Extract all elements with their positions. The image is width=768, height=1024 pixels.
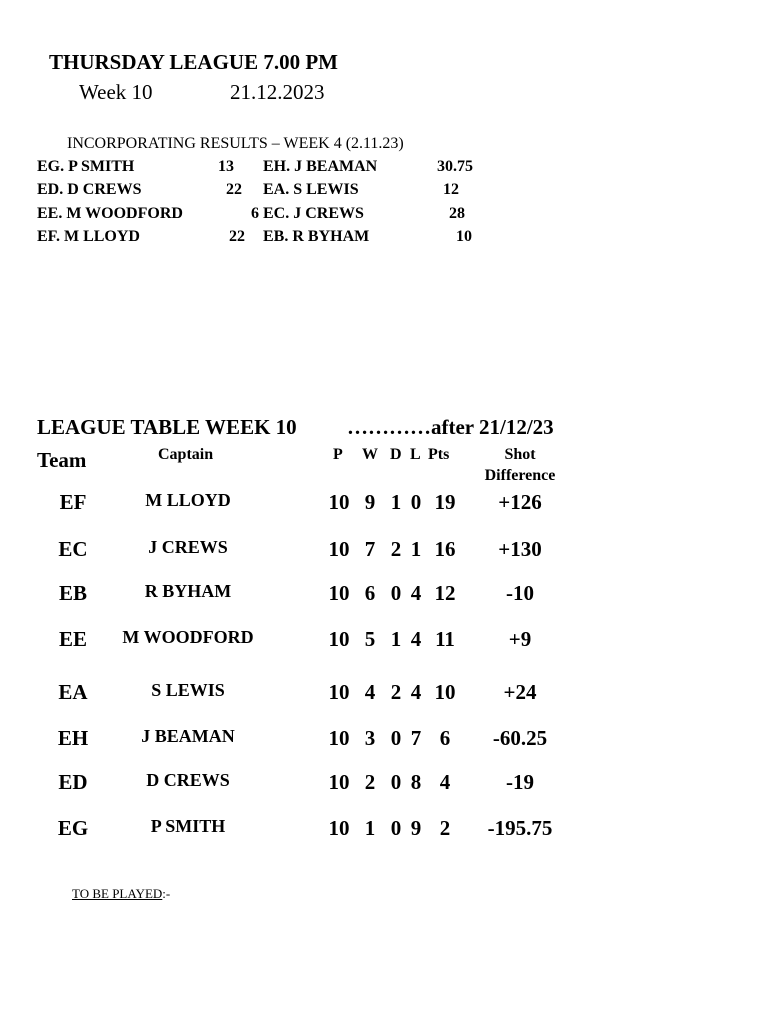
result-away-score: 30.75 [437,158,473,175]
result-home-score: 13 [218,158,234,175]
cell-captain: P SMITH [150,816,226,836]
cell-captain: J CREWS [148,537,228,557]
cell-team: EB [58,581,87,605]
cell-drawn: 0 [390,581,402,605]
cell-played: 10 [328,537,350,561]
cell-team: EE [58,627,87,651]
cell-team: EF [59,490,87,514]
cell-lost: 9 [410,816,422,840]
header-lost: L [410,446,421,463]
cell-won: 6 [364,581,376,605]
header-won: W [362,446,378,463]
cell-points: 10 [434,680,456,704]
cell-won: 1 [364,816,376,840]
cell-drawn: 1 [390,627,402,651]
cell-played: 10 [328,581,350,605]
cell-played: 10 [328,680,350,704]
league-table-title: LEAGUE TABLE WEEK 10 [37,415,297,439]
cell-played: 10 [328,627,350,651]
cell-lost: 4 [410,581,422,605]
result-away-team: EB. R BYHAM [263,228,370,245]
cell-drawn: 0 [390,816,402,840]
cell-points: 11 [435,627,455,651]
cell-shot-difference: +24 [503,680,537,704]
result-away-team: EC. J CREWS [263,205,364,222]
cell-drawn: 2 [390,537,402,561]
cell-shot-difference: +9 [508,627,532,651]
result-home-score: 22 [226,181,242,198]
cell-lost: 4 [410,680,422,704]
cell-won: 4 [364,680,376,704]
header-team: Team [37,448,87,472]
result-home-team: EG. P SMITH [37,158,135,175]
cell-won: 3 [364,726,376,750]
to-be-played-label: TO BE PLAYED [72,886,163,901]
cell-shot-difference: +126 [498,490,542,514]
header-difference: Difference [484,467,556,484]
cell-drawn: 0 [390,726,402,750]
cell-team: EA [58,680,88,704]
header-captain: Captain [158,446,214,463]
header-drawn: D [390,446,402,463]
cell-drawn: 2 [390,680,402,704]
cell-shot-difference: +130 [498,537,542,561]
cell-captain: J BEAMAN [141,726,235,746]
cell-team: ED [58,770,88,794]
to-be-played-suffix: :- [162,886,171,901]
cell-drawn: 0 [390,770,402,794]
header-shot: Shot [504,446,536,463]
result-home-team: EE. M WOODFORD [37,205,183,222]
cell-won: 5 [364,627,376,651]
cell-captain: R BYHAM [144,581,232,601]
cell-played: 10 [328,726,350,750]
result-away-score: 12 [443,181,459,198]
incorporating-heading: INCORPORATING RESULTS – WEEK 4 (2.11.23) [67,135,404,152]
result-home-score: 22 [229,228,245,245]
cell-points: 12 [434,581,456,605]
cell-played: 10 [328,490,350,514]
cell-played: 10 [328,816,350,840]
cell-won: 7 [364,537,376,561]
cell-points: 19 [434,490,456,514]
page-title: THURSDAY LEAGUE 7.00 PM [49,50,338,74]
to-be-played [72,886,170,902]
header-points: Pts [428,446,450,463]
cell-points: 6 [439,726,451,750]
cell-shot-difference: -19 [506,770,534,794]
cell-won: 2 [364,770,376,794]
result-home-score: 6 [251,205,259,222]
cell-played: 10 [328,770,350,794]
result-away-team: EA. S LEWIS [263,181,359,198]
cell-points: 4 [439,770,451,794]
cell-drawn: 1 [390,490,402,514]
cell-team: EC [58,537,88,561]
cell-won: 9 [364,490,376,514]
cell-lost: 8 [410,770,422,794]
cell-lost: 1 [410,537,422,561]
league-table-after: …………after 21/12/23 [347,415,554,439]
result-home-team: EF. M LLOYD [37,228,140,245]
cell-shot-difference: -10 [506,581,534,605]
result-home-team: ED. D CREWS [37,181,142,198]
cell-lost: 4 [410,627,422,651]
cell-shot-difference: -60.25 [492,726,548,750]
date-label: 21.12.2023 [230,80,325,104]
result-away-team: EH. J BEAMAN [263,158,378,175]
cell-captain: M LLOYD [145,490,231,510]
cell-team: EG [57,816,89,840]
cell-team: EH [57,726,89,750]
cell-captain: S LEWIS [151,680,225,700]
header-played: P [333,446,343,463]
cell-lost: 7 [410,726,422,750]
result-away-score: 10 [456,228,472,245]
cell-points: 2 [439,816,451,840]
cell-captain: M WOODFORD [122,627,254,647]
cell-shot-difference: -195.75 [487,816,553,840]
cell-captain: D CREWS [146,770,230,790]
cell-lost: 0 [410,490,422,514]
cell-points: 16 [434,537,456,561]
result-away-score: 28 [449,205,465,222]
week-label: Week 10 [79,80,153,104]
